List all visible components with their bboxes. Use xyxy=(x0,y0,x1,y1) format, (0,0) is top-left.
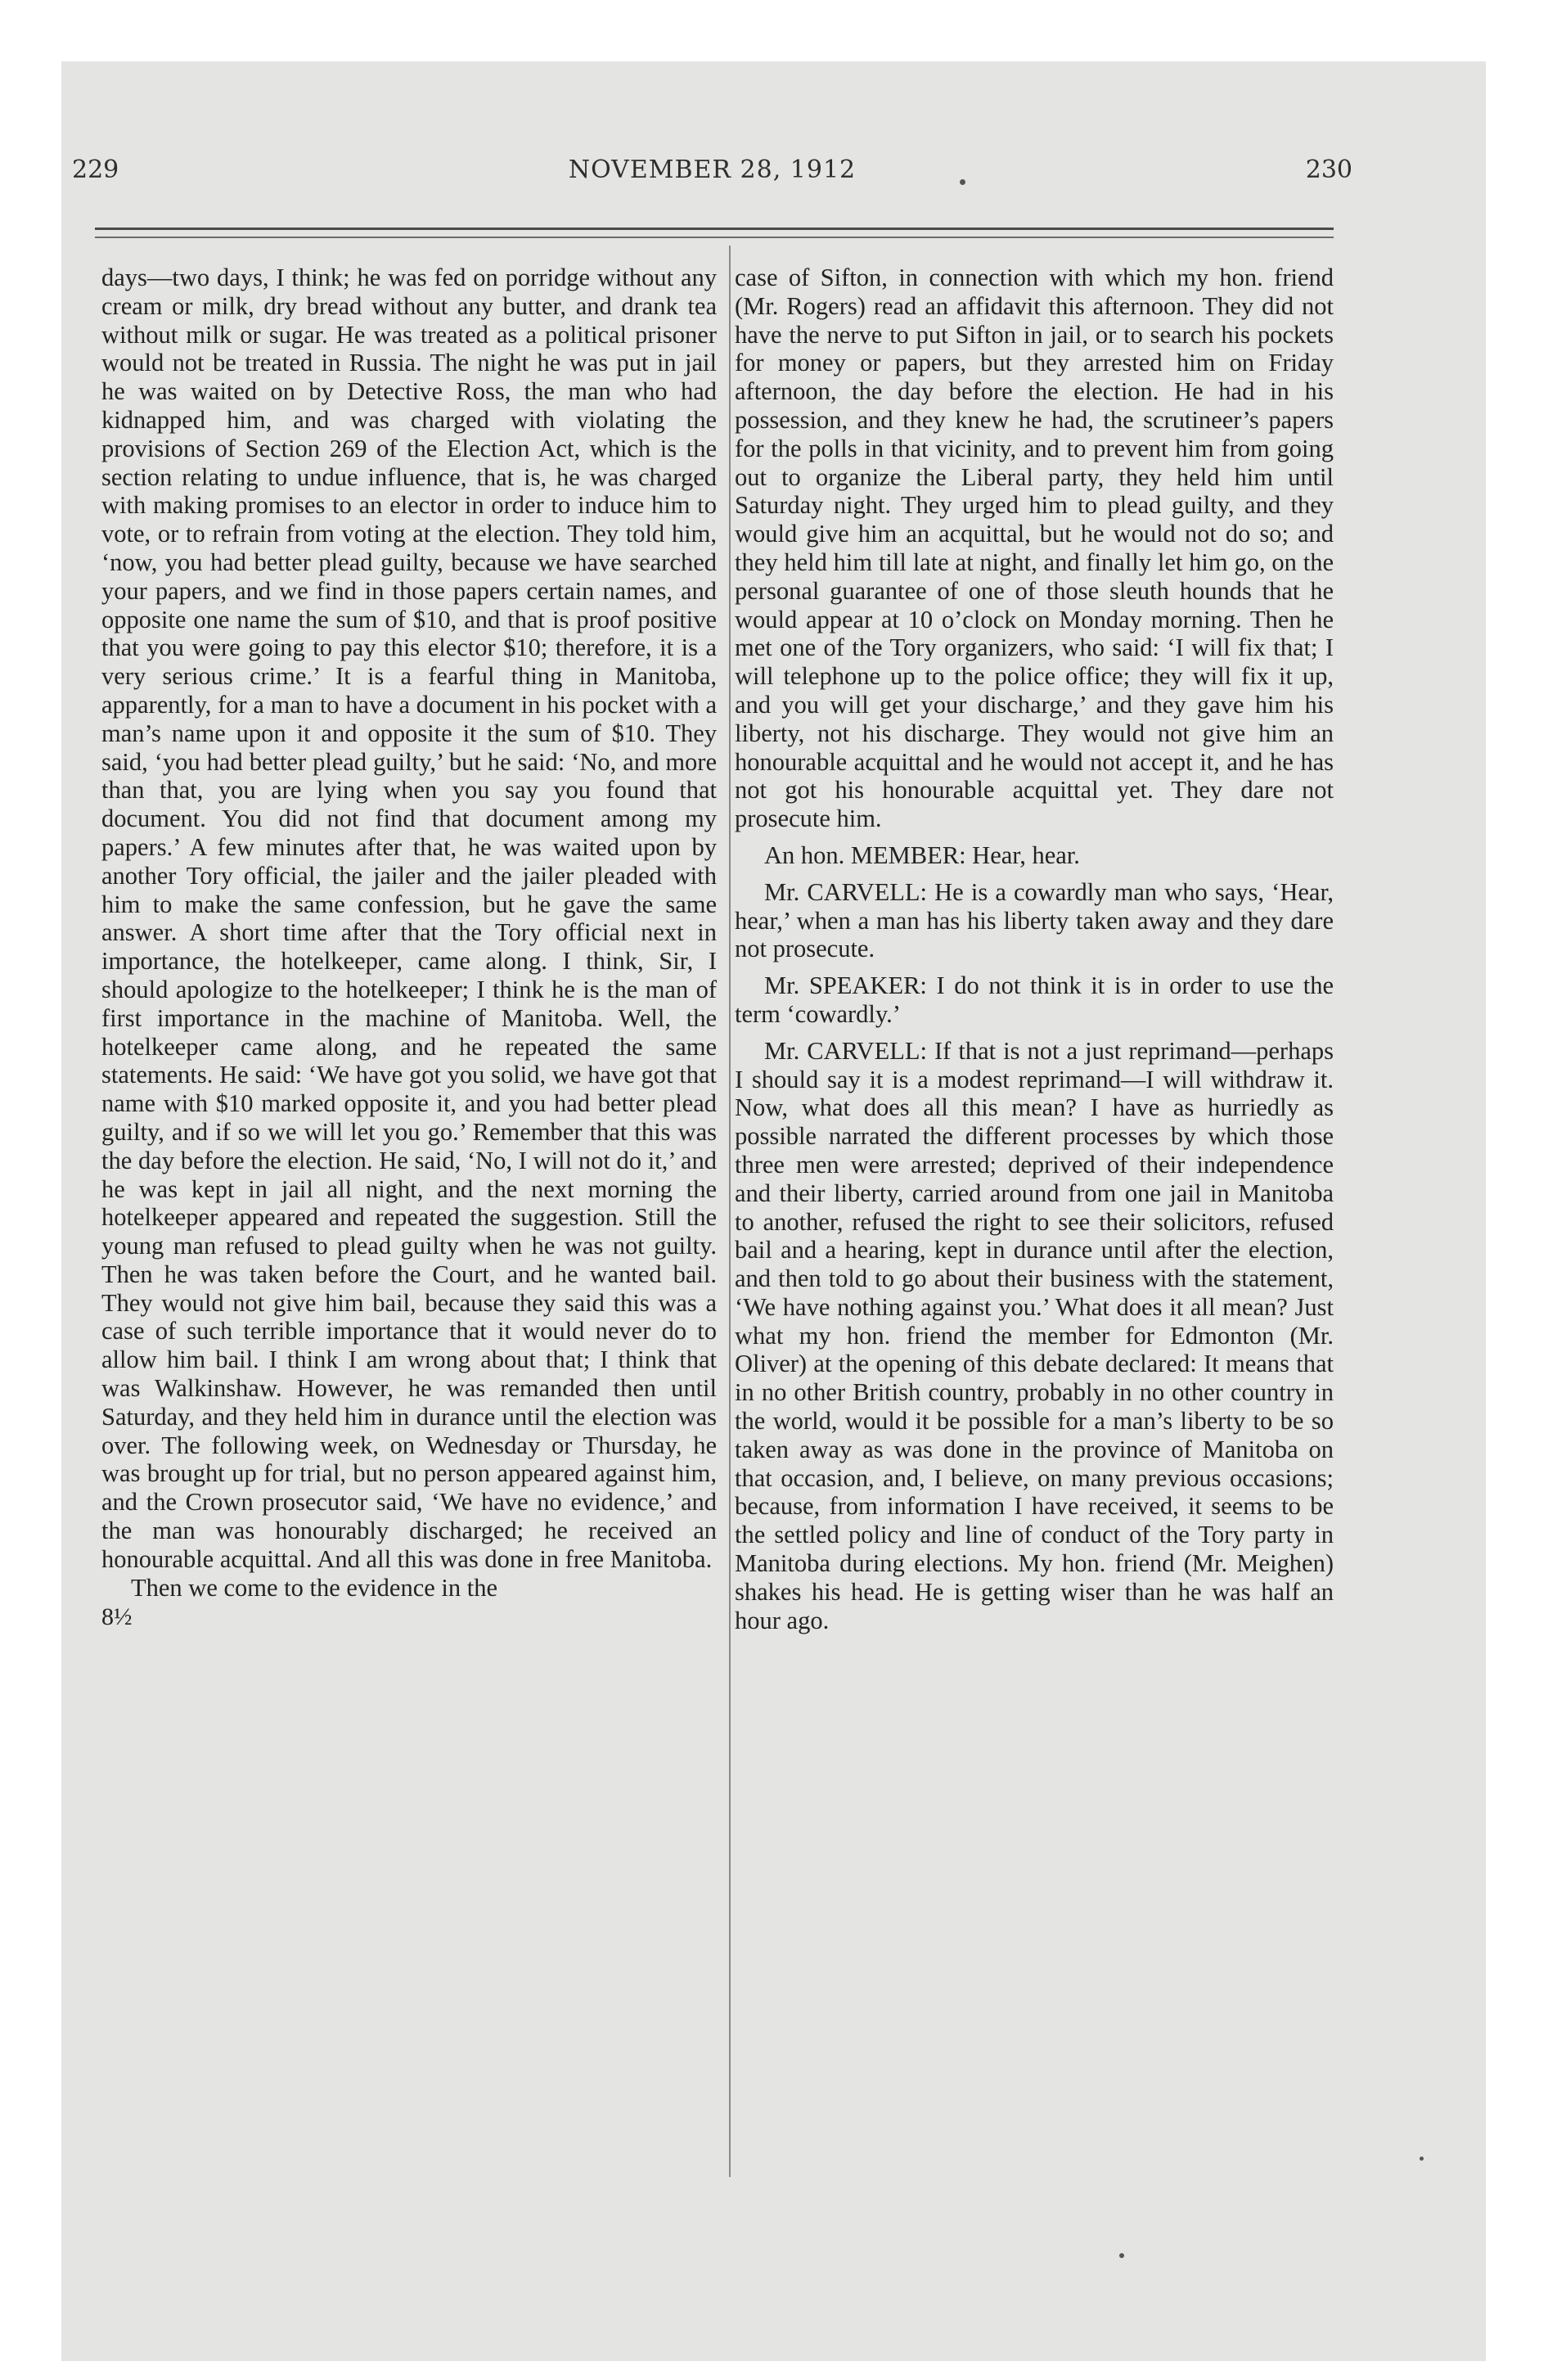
paragraph: An hon. MEMBER: Hear, hear. xyxy=(764,841,1080,869)
left-column xyxy=(101,264,717,1632)
right-column xyxy=(735,264,1334,1634)
paragraph: Mr. SPEAKER: I do not think it is in order to use the term ‘cowardly.’ xyxy=(735,971,1334,1028)
signature-mark: 8½ xyxy=(101,1603,133,1631)
column-divider xyxy=(729,246,731,2177)
header-rule xyxy=(95,228,1334,230)
left-page-number: 229 xyxy=(72,156,119,184)
paragraph: Then we come to the evidence in the xyxy=(131,1573,497,1602)
print-speck xyxy=(1420,2157,1424,2161)
right-page-number: 230 xyxy=(1305,156,1352,184)
paragraph: case of Sifton, in connection with which my hon. friend (Mr. Rogers) read an affidavit this afternoon. They did not have the nerve to put Sifton in jail, or to search his pockets for money or papers, but they arrested him on Friday afternoon, the day before the election. He had in his possession, and they knew he had, the scrutineer’s papers for the polls in that vicinity, and to prevent him from going out to organize the Liberal party, they held him until Saturday night. They urged him to plead guilty, and they would give him an acquittal, but he would not do so; and they held him till late at night, and finally let him go, on the personal guarantee of one of those sleuth hounds that he would appear at 10 o’clock on Monday morning. Then he met one of the Tory organizers, who said: ‘I will fix that; I will telephone up to the police office; they will fix it up, and you will get your discharge,’ and they gave him his liberty, not his discharge. They would not give him an honourable acquittal and he would not accept it, and he has not got his honourable acquittal yet. They dare not prosecute him. xyxy=(735,264,1334,833)
paragraph: Mr. CARVELL: He is a cowardly man who says, ‘Hear, hear,’ when a man has his liberty taken away and they dare not prosecute. xyxy=(735,877,1334,963)
header-rule-secondary xyxy=(95,237,1334,238)
page-header xyxy=(72,147,1352,196)
print-speck xyxy=(1119,2253,1124,2258)
paragraph: Mr. CARVELL: If that is not a just reprimand—perhaps I should say it is a modest reprimand—I will withdraw it. Now, what does all this mean? I have as hurriedly as possible narrated the different processes by which those three men were arrested; deprived of their independence and their liberty, carried around from one jail in Manitoba to another, refused the right to see their solicitors, refused bail and a hearing, kept in durance until after the election, and then told to go about their business with the statement, ‘We have nothing against you.’ What does it all mean? Just what my hon. friend the member for Edmonton (Mr. Oliver) at the opening of this debate declared: It means that in no other British country, probably in no other country in the world, would it be possible for a man’s liberty to be so taken away as was done in the province of Manitoba on that occasion, and, I believe, on many previous occasions; because, from information I have received, it seems to be the settled policy and line of conduct of the Tory party in Manitoba during elections. My hon. friend (Mr. Meighen) shakes his head. He is getting wiser than he was half an hour ago. xyxy=(735,1036,1334,1634)
paragraph: days—two days, I think; he was fed on porridge without any cream or milk, dry bread without any butter, and drank tea without milk or sugar. He was treated as a political prisoner would not be treated in Russia. The night he was put in jail he was waited on by Detective Ross, the man who had kidnapped him, and was charged with violating the provisions of Section 269 of the Election Act, which is the section relating to undue influence, that is, he was charged with making promises to an elector in order to induce him to vote, or to refrain from voting at the election. They told him, ‘now, you had better plead guilty, because we have searched your papers, and we find in those papers certain names, and opposite one name the sum of $10, and that is proof positive that you were going to pay this elector $10; therefore, it is a very serious crime.’ It is a fearful thing in Manitoba, apparently, for a man to have a document in his pocket with a man’s name upon it and opposite it the sum of $10. They said, ‘you had better plead guilty,’ but he said: ‘No, and more than that, you are lying when you say you found that document. You did not find that document among my papers.’ A few minutes after that, he was waited upon by another Tory official, the jailer and the jailer pleaded with him to make the same confession, but he gave the same answer. A short time after that the Tory official next in importance, the hotelkeeper, came along. I think, Sir, I should apologize to the hotelkeeper; I think he is the man of first importance in the machine of Manitoba. Well, the hotelkeeper came along, and he repeated the same statements. He said: ‘We have got you solid, we have got that name with $10 marked opposite it, and you had better plead guilty, and if so we will let you go.’ Remember that this was the day before the election. He said, ‘No, I will not do it,’ and he was kept in jail all night, and the next morning the hotelkeeper appeared and repeated the suggestion. Still the young man refused to plead guilty when he was not guilty. Then he was taken before the Court, and he wanted bail. They would not give him bail, because they said this was a case of such terrible importance that it would never do to allow him bail. I think I am wrong about that; I think that was Walkinshaw. However, he was remanded then until Saturday, and they held him in durance until the election was over. The following week, on Wednesday or Thursday, he was brought up for trial, but no person appeared against him, and the Crown prosecutor said, ‘We have no evidence,’ and the man was honourably discharged; he received an honourable acquittal. And all this was done in free Manitoba. xyxy=(101,264,717,1573)
print-speck xyxy=(960,179,965,185)
header-date: NOVEMBER 28, 1912 xyxy=(568,156,857,184)
